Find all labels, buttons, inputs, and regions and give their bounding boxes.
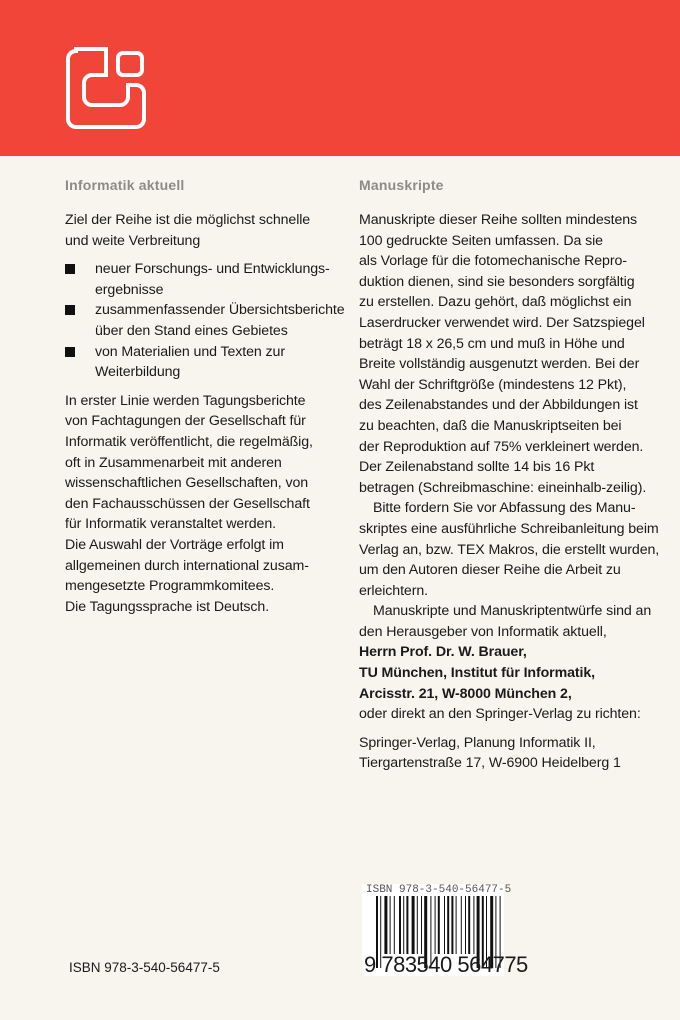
text-line: allgemeinen durch international zusam-: [65, 557, 309, 574]
barcode-bar: [456, 896, 457, 954]
barcode-number: 9 783540 564775: [364, 952, 528, 977]
text-line: der Reproduktion auf 75% verkleinert werden.: [359, 438, 644, 455]
barcode-bar: [394, 896, 395, 954]
text-line: ergebnisse: [95, 281, 164, 298]
text-line: In erster Linie werden Tagungsberichte: [65, 392, 306, 409]
barcode-bar: [435, 896, 436, 954]
bullet-item: [65, 342, 345, 383]
barcode-bar: [384, 896, 387, 954]
barcode-bar: [390, 896, 391, 954]
text-line: Herrn Prof. Dr. W. Brauer,: [359, 644, 527, 661]
barcode-bar: [421, 896, 422, 954]
text-line: zu erstellen. Dazu gehört, daß möglichst ein: [359, 294, 632, 311]
barcode-bar: [468, 896, 470, 954]
text-line: Manuskripte dieser Reihe sollten mindestens: [359, 212, 638, 228]
text-line: beträgt 18 x 26,5 cm und muß in Höhe und: [359, 335, 625, 352]
barcode: [362, 884, 528, 977]
text-line: um den Autoren dieser Reihe die Arbeit zu: [359, 562, 621, 579]
text-line: des Zeilenabstandes und der Abbildungen ist: [359, 397, 638, 414]
publisher-logo-icon: [62, 45, 148, 131]
text-line: Bitte fordern Sie vor Abfassung des Manu-: [373, 500, 636, 517]
bullet-item: [65, 259, 345, 300]
text-line: Der Zeilenabstand sollte 14 bis 16 Pkt: [359, 459, 595, 476]
text-line: Breite vollständig ausgenutzt werden. Bei der: [359, 356, 640, 373]
right-column: [359, 210, 659, 774]
barcode-bar: [465, 896, 466, 954]
text-line: erleichtern.: [359, 582, 428, 599]
text-line: von Materialien und Texten zur: [95, 343, 285, 360]
text-line: Weiterbildung: [95, 364, 181, 381]
text-line: Springer-Verlag, Planung Informatik II,: [359, 734, 596, 751]
text-line: neuer Forschungs- und Entwicklungs-: [95, 261, 330, 278]
text-line: Verlag an, bzw. TEX Makros, die erstellt wurden,: [359, 541, 660, 558]
text-line: Tiergartenstraße 17, W-6900 Heidelberg 1: [359, 755, 621, 772]
barcode-bar: [461, 896, 462, 954]
barcode-bar: [473, 896, 474, 954]
text-line: Ziel der Reihe ist die möglichst schnelle: [65, 212, 311, 228]
text-line: und weite Verbreitung: [65, 232, 201, 249]
barcode-bar: [417, 896, 418, 954]
text-line: Die Tagungssprache ist Deutsch.: [65, 598, 270, 615]
text-line: Informatik veröffentlicht, die regelmäßig,: [65, 433, 313, 450]
text-line: zusammenfassender Übersichtsberichte: [95, 302, 345, 319]
text-line: duktion dienen, sind sie besonders sorgfältig: [359, 273, 635, 290]
text-line: zu beachten, daß die Manuskriptseiten bei: [359, 417, 622, 434]
text-line: oft in Zusammenarbeit mit anderen: [65, 454, 282, 471]
barcode-bar: [412, 896, 415, 954]
text-line: Manuskripte und Manuskriptentwürfe sind an: [373, 603, 652, 620]
text-line: für Informatik veranstaltet werden.: [65, 516, 276, 533]
barcode-bar: [399, 896, 401, 954]
text-line: mengesetzte Programmkomitees.: [65, 578, 275, 595]
text-line: 100 gedruckte Seiten umfassen. Da sie: [359, 232, 603, 249]
text-line: Wahl der Schriftgröße (mindestens 12 Pkt),: [359, 376, 627, 393]
barcode-bar: [438, 896, 440, 954]
text-line: als Vorlage für die fotomechanische Repro-: [359, 253, 627, 270]
header-band: [0, 0, 680, 156]
text-line: Die Auswahl der Vorträge erfolgt im: [65, 536, 284, 553]
text-line: von Fachtagungen der Gesellschaft für: [65, 413, 306, 430]
text-line: betragen (Schreibmaschine: eineinhalb-zeilig).: [359, 479, 647, 496]
barcode-bar: [451, 896, 453, 954]
barcode-bar: [444, 896, 445, 954]
isbn-text: ISBN 978-3-540-56477-5: [69, 960, 220, 975]
left-heading: Informatik aktuell: [65, 177, 185, 193]
text-line: wissenschaftlichen Gesellschaften, von: [65, 475, 309, 492]
text-line: TU München, Institut für Informatik,: [359, 665, 596, 682]
left-column: [65, 210, 345, 617]
barcode-bar: [406, 896, 408, 954]
right-heading: Manuskripte: [359, 177, 444, 193]
barcode-bar: [403, 896, 404, 954]
bullet-item: [65, 300, 345, 341]
text-line: über den Stand eines Gebietes: [95, 322, 288, 339]
text-line: skriptes eine ausführliche Schreibanleitung beim: [359, 520, 659, 537]
text-line: den Fachausschüssen der Gesellschaft: [65, 495, 310, 512]
text-line: Arcisstr. 21, W-8000 München 2,: [359, 685, 572, 702]
barcode-bar: [447, 896, 449, 954]
text-line: oder direkt an den Springer-Verlag zu richten:: [359, 706, 641, 723]
barcode-isbn: ISBN 978-3-540-56477-5: [366, 884, 512, 896]
text-line: den Herausgeber von Informatik aktuell,: [359, 623, 607, 640]
text-line: Laserdrucker verwendet wird. Der Satzspiegel: [359, 314, 645, 331]
